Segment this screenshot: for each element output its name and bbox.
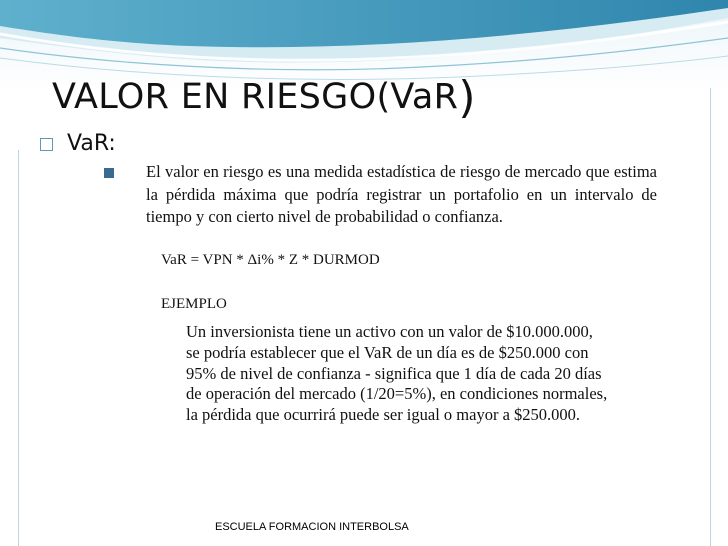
example-line: de operación del mercado (1/20=5%), en condiciones normales, [186,384,608,404]
example-line: Un inversionista tiene un activo con un valor de $10.000.000, [186,322,593,341]
example-text [186,322,656,426]
right-decorative-rule [710,88,711,546]
bullet-var [40,131,116,156]
example-line: 95% de nivel de confianza - significa que 1 día de cada 20 días [186,363,602,383]
slide-title-text: VALOR EN RIESGO(VaR [52,77,459,117]
slide-title-paren: ) [458,72,476,123]
definition-paragraph: El valor en riesgo es una medida estadística de riesgo de mercado que estima la pérdida máxima que podría registrar un portafolio en un intervalo de tiempo y con cierto nivel de probabilidad o confianza. [146,162,657,226]
slide-title [52,68,476,123]
bullet-var-label: VaR: [67,131,116,156]
slide-footer: ESCUELA FORMACION INTERBOLSA [215,521,409,533]
example-label: EJEMPLO [161,296,227,312]
hollow-square-bullet-icon [40,138,53,151]
filled-square-bullet-icon [104,168,114,178]
var-formula: VaR = VPN * Δi% * Z * DURMOD [161,252,380,268]
example-line: la pérdida que ocurrirá puede ser igual o mayor a $250.000. [186,405,581,425]
left-decorative-rule [18,150,19,546]
example-line: se podría establecer que el VaR de un día es de $250.000 con [186,342,589,362]
